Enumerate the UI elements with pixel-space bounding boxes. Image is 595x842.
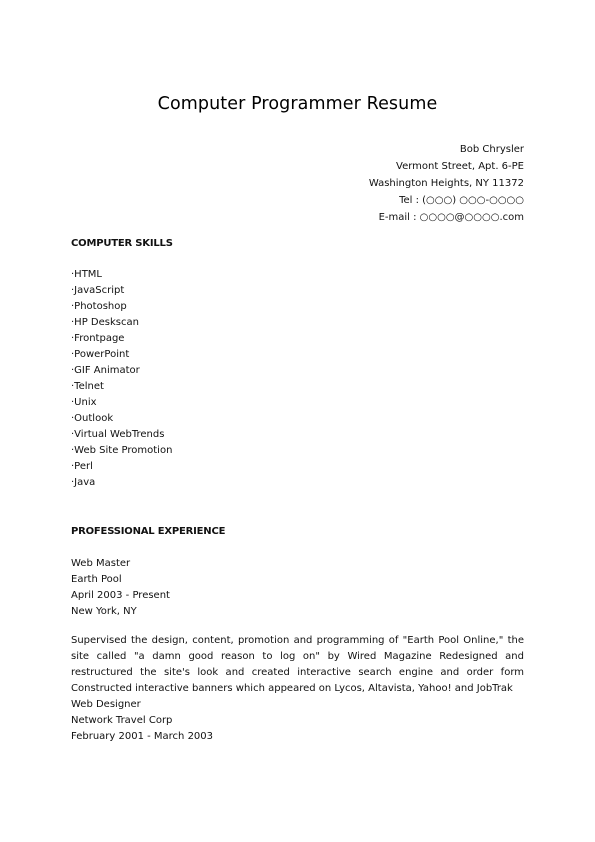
contact-email: E-mail : ○○○○@○○○○.com	[378, 212, 524, 223]
skill-item: ·Telnet	[71, 381, 104, 392]
resume-title: Computer Programmer Resume	[157, 94, 438, 114]
skill-item: ·Frontpage	[71, 333, 125, 344]
skill-item: ·Perl	[71, 461, 93, 472]
skill-item: ·GIF Animator	[71, 365, 140, 376]
job2-company: Network Travel Corp	[71, 715, 173, 726]
skills-heading: COMPUTER SKILLS	[71, 238, 173, 249]
skill-item: ·Photoshop	[71, 301, 127, 312]
skill-item: ·Web Site Promotion	[71, 445, 173, 456]
experience-heading: PROFESSIONAL EXPERIENCE	[71, 526, 226, 537]
job2-header	[71, 697, 213, 745]
job2-dates: February 2001 - March 2003	[71, 731, 214, 742]
job1-dates: April 2003 - Present	[71, 590, 170, 601]
skill-item: ·Java	[71, 477, 96, 488]
skill-item: ·Outlook	[71, 413, 114, 424]
skills-list	[71, 267, 172, 491]
skill-item: ·HTML	[71, 269, 103, 280]
skill-item: ·Unix	[71, 397, 97, 408]
job1-title: Web Master	[71, 558, 131, 569]
skill-item: ·Virtual WebTrends	[71, 429, 165, 440]
job1-description: Supervised the design, content, promotion and programming of "Earth Pool Online," the site called "a damn good reason to log on" by Wired Magazine Redesigned and restructured the site's look and created interactive search engine and order form Constructed interactive banners which appeared on Lycos, Altavista, Yahoo! and JobTrak	[71, 635, 524, 694]
skill-item: ·HP Deskscan	[71, 317, 139, 328]
contact-tel: Tel : (○○○) ○○○-○○○○	[399, 195, 524, 206]
job1-header	[71, 556, 170, 620]
contact-block	[369, 141, 524, 226]
contact-street: Vermont Street, Apt. 6-PE	[396, 161, 524, 172]
skill-item: ·JavaScript	[71, 285, 125, 296]
job1-company: Earth Pool	[71, 574, 122, 585]
job2-title: Web Designer	[71, 699, 141, 710]
skill-item: ·PowerPoint	[71, 349, 130, 360]
contact-city: Washington Heights, NY 11372	[368, 178, 524, 189]
contact-name: Bob Chrysler	[459, 144, 524, 155]
job1-location: New York, NY	[71, 606, 137, 617]
